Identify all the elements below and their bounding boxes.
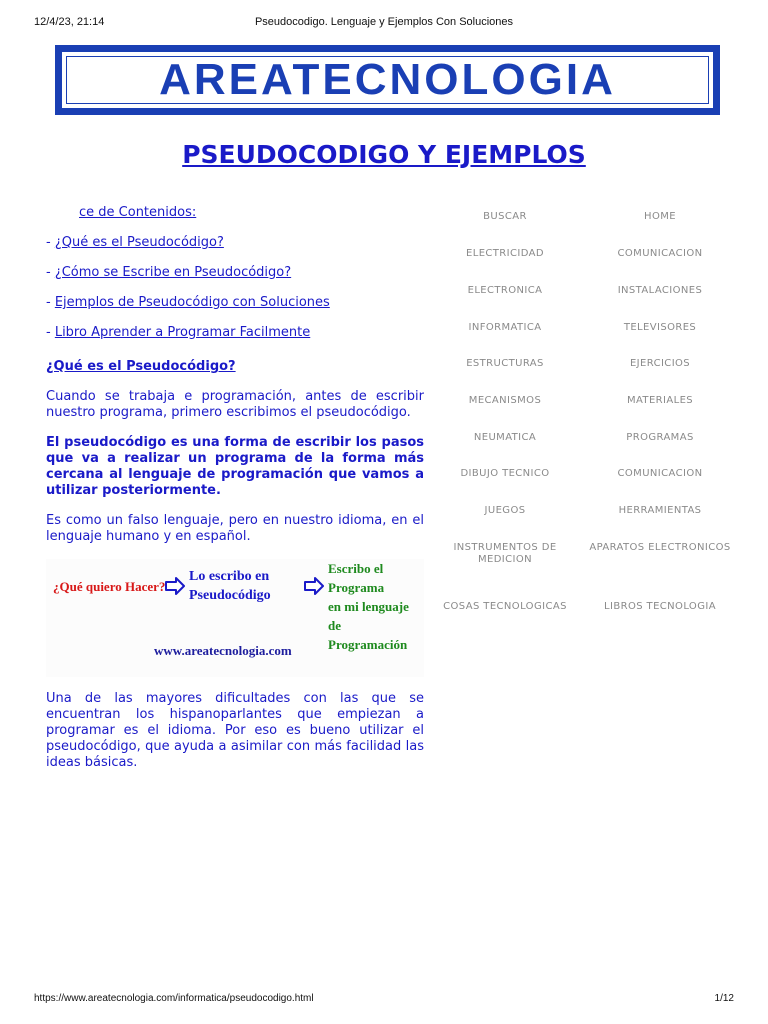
nav-item-comunicacion[interactable]: COMUNICACION	[617, 248, 703, 259]
nav-item-comunicacion-2[interactable]: COMUNICACION	[617, 468, 703, 479]
toc-item-prefix: -	[46, 235, 55, 250]
print-footer-url: https://www.areatecnologia.com/informatica/pseudocodigo.html	[34, 993, 314, 1004]
toc-link-que-es[interactable]: ¿Qué es el Pseudocódigo?	[54, 235, 224, 250]
toc-heading: ce de Contenidos:	[79, 205, 197, 220]
nav-item-cosas-tecnologicas[interactable]: COSAS TECNOLOGICAS	[443, 601, 567, 612]
nav-item-neumatica[interactable]: NEUMATICA	[473, 432, 537, 443]
nav-item-dibujo-tecnico[interactable]: DIBUJO TECNICO	[460, 468, 550, 479]
nav-item-mecanismos[interactable]: MECANISMOS	[468, 395, 542, 406]
paragraph-falso-lenguaje: Es como un falso lenguaje, pero en nuestro idioma, en el lenguaje humano y en español.	[46, 513, 424, 544]
nav-item-programas[interactable]: PROGRAMAS	[626, 432, 694, 443]
toc-item-prefix: -	[46, 325, 55, 340]
toc-item-prefix: -	[46, 265, 55, 280]
page-title[interactable]: PSEUDOCODIGO Y EJEMPLOS	[182, 140, 586, 169]
paragraph-definition: El pseudocódigo es una forma de escribir los pasos que va a realizar un programa de la forma más cercana al lenguaje de programación que vamos a utilizar posteriormente.	[46, 435, 424, 498]
nav-item-juegos[interactable]: JUEGOS	[484, 505, 526, 516]
arrow-right-icon	[165, 577, 185, 595]
nav-item-materiales[interactable]: MATERIALES	[626, 395, 694, 406]
toc-item-como-se-escribe	[46, 265, 424, 281]
toc-link-libro[interactable]: Libro Aprender a Programar Facilmente	[54, 325, 311, 340]
paragraph-dificultades: Una de las mayores dificultades con las que se encuentran los hispanoparlantes que empiezan a programar es el idioma. Por eso es bueno utilizar el pseudocódigo, que ayuda a asimilar con más facilidad las ideas básicas.	[46, 691, 424, 770]
arrow-right-icon	[304, 577, 324, 595]
diagram-step-programa: Escribo el Programa en mi lenguaje de Programación	[328, 561, 409, 652]
site-logo-banner[interactable]	[55, 45, 720, 115]
toc-item-prefix: -	[46, 295, 55, 310]
pseudocode-diagram	[46, 559, 424, 677]
diagram-step-pseudocodigo: Lo escribo en Pseudocódigo	[189, 569, 271, 603]
toc-item-libro	[46, 325, 424, 341]
site-logo-text: AREATECNOLOGIA	[159, 55, 616, 104]
paragraph-intro: Cuando se trabaja e programación, antes de escribir nuestro programa, primero escribimos el pseudocódigo.	[46, 389, 424, 420]
nav-item-electricidad[interactable]: ELECTRICIDAD	[466, 248, 544, 259]
nav-item-aparatos-electronicos[interactable]: APARATOS ELECTRONICOS	[589, 542, 731, 553]
toc-link-como-se-escribe[interactable]: ¿Cómo se Escribe en Pseudocódigo?	[54, 265, 292, 280]
nav-item-estructuras[interactable]: ESTRUCTURAS	[466, 358, 544, 369]
main-content	[46, 205, 424, 771]
nav-item-libros-tecnologia[interactable]: LIBROS TECNOLOGIA	[604, 601, 716, 612]
nav-item-televisores[interactable]: TELEVISORES	[623, 322, 697, 333]
nav-item-ejercicios[interactable]: EJERCICIOS	[629, 358, 691, 369]
nav-item-instalaciones[interactable]: INSTALACIONES	[617, 285, 703, 296]
nav-item-instrumentos-de-medicion[interactable]: INSTRUMENTOS DE MEDICION	[453, 542, 557, 565]
toc-link-ejemplos[interactable]: Ejemplos de Pseudocódigo con Soluciones	[54, 295, 330, 310]
nav-item-home[interactable]: HOME	[644, 211, 676, 222]
nav-item-electronica[interactable]: ELECTRONICA	[467, 285, 543, 296]
nav-item-informatica[interactable]: INFORMATICA	[468, 322, 542, 333]
print-page-number: 1/12	[714, 993, 734, 1004]
print-page-title: Pseudocodigo. Lenguaje y Ejemplos Con Soluciones	[254, 16, 514, 28]
section-title-que-es: ¿Qué es el Pseudocódigo?	[46, 359, 236, 374]
diagram-watermark-url: www.areatecnologia.com	[154, 643, 292, 658]
nav-item-herramientas[interactable]: HERRAMIENTAS	[618, 505, 702, 516]
nav-item-buscar[interactable]: BUSCAR	[483, 211, 527, 222]
diagram-question: ¿Qué quiero Hacer?	[53, 579, 166, 594]
print-datetime: 12/4/23, 21:14	[34, 16, 105, 28]
toc-item-que-es	[46, 235, 424, 251]
toc-item-ejemplos	[46, 295, 424, 311]
